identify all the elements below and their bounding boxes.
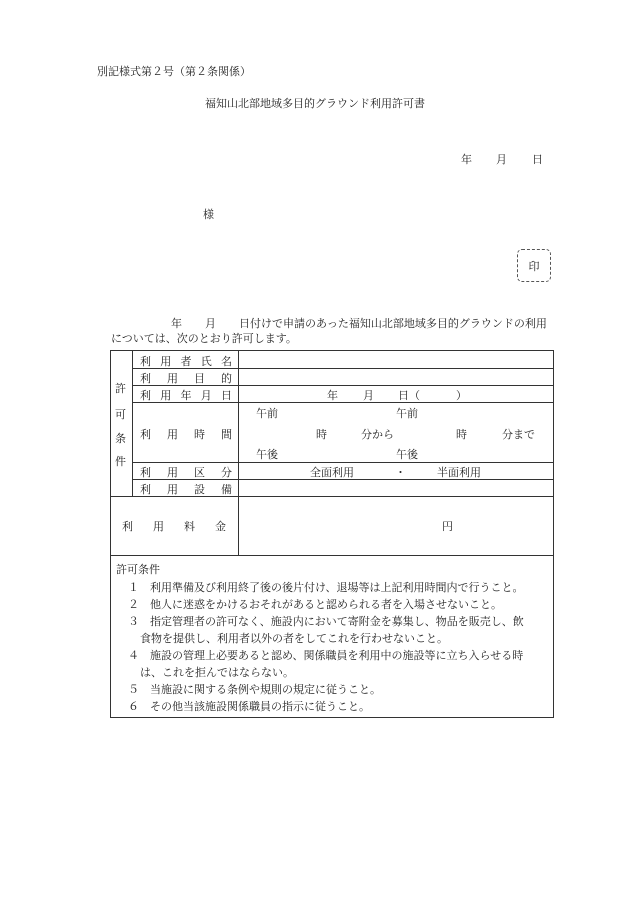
fee-unit: 円 xyxy=(442,520,453,533)
start-pm: 午後 xyxy=(256,448,278,461)
end-am: 午前 xyxy=(396,407,418,420)
label-fee: 利 用 料 金 xyxy=(122,520,226,533)
condition-item-cont: は、これを拒んではならない。 xyxy=(140,666,294,679)
division-half: 半面利用 xyxy=(437,466,481,479)
end-pm: 午後 xyxy=(396,448,418,461)
label-purpose: 利 用 目 的 xyxy=(140,372,232,385)
date-day: 日 xyxy=(532,153,543,166)
start-am: 午前 xyxy=(256,407,278,420)
conditions-heading: 許可条件 xyxy=(116,563,160,576)
condition-item-cont: 食物を提供し、利用者以外の者をしてこれを行わせないこと。 xyxy=(140,632,448,645)
date-year: 年 xyxy=(461,153,472,166)
seal-box xyxy=(517,249,551,282)
label-date: 利 用 年 月 日 xyxy=(140,389,232,402)
document-title: 福知山北部地域多目的グラウンド利用許可書 xyxy=(205,97,425,110)
date-month: 月 xyxy=(496,153,507,166)
label-time: 利 用 時 間 xyxy=(140,428,232,441)
seal-text: 印 xyxy=(528,259,540,273)
end-until: 分まで xyxy=(502,428,535,441)
intro-line-1: 日付けで申請のあった福知山北部地域多目的グラウンドの利用 xyxy=(239,317,547,330)
addressee-suffix: 様 xyxy=(203,208,214,221)
date-value-close: ） xyxy=(456,389,467,402)
condition-item: １ 利用準備及び利用終了後の後片付け、退場等は上記利用時間内で行うこと。 xyxy=(128,581,524,594)
condition-item: ４ 施設の管理上必要あると認め、関係職員を利用中の施設等に立ち入らせる時 xyxy=(128,649,524,662)
label-facility: 利 用 設 備 xyxy=(140,483,232,496)
date-value-year: 年 xyxy=(327,389,338,402)
intro-line-2: については、次のとおり許可します。 xyxy=(111,332,297,345)
date-value-day: 日（ xyxy=(398,389,420,402)
side-label-char: 可 xyxy=(115,408,126,421)
form-reference: 別記様式第２号（第２条関係） xyxy=(97,65,251,78)
label-user-name: 利 用 者 氏 名 xyxy=(140,355,232,368)
side-label-char: 条 xyxy=(115,432,126,445)
date-value-month: 月 xyxy=(363,389,374,402)
division-separator: ・ xyxy=(395,466,406,479)
start-hour: 時 xyxy=(316,428,327,441)
start-from: 分から xyxy=(361,428,394,441)
side-label-char: 許 xyxy=(115,382,126,395)
condition-item: ３ 指定管理者の許可なく、施設内において寄附金を募集し、物品を販売し、飲 xyxy=(128,615,524,628)
condition-item: ５ 当施設に関する条例や規則の規定に従うこと。 xyxy=(128,683,381,696)
condition-item: ６ その他当該施設関係職員の指示に従うこと。 xyxy=(128,700,370,713)
label-division: 利 用 区 分 xyxy=(140,466,232,479)
intro-month: 月 xyxy=(205,317,216,330)
division-full: 全面利用 xyxy=(310,466,354,479)
intro-year: 年 xyxy=(171,317,182,330)
side-label-char: 件 xyxy=(115,455,126,468)
end-hour: 時 xyxy=(456,428,467,441)
condition-item: ２ 他人に迷惑をかけるおそれがあると認められる者を入場させないこと。 xyxy=(128,598,502,611)
